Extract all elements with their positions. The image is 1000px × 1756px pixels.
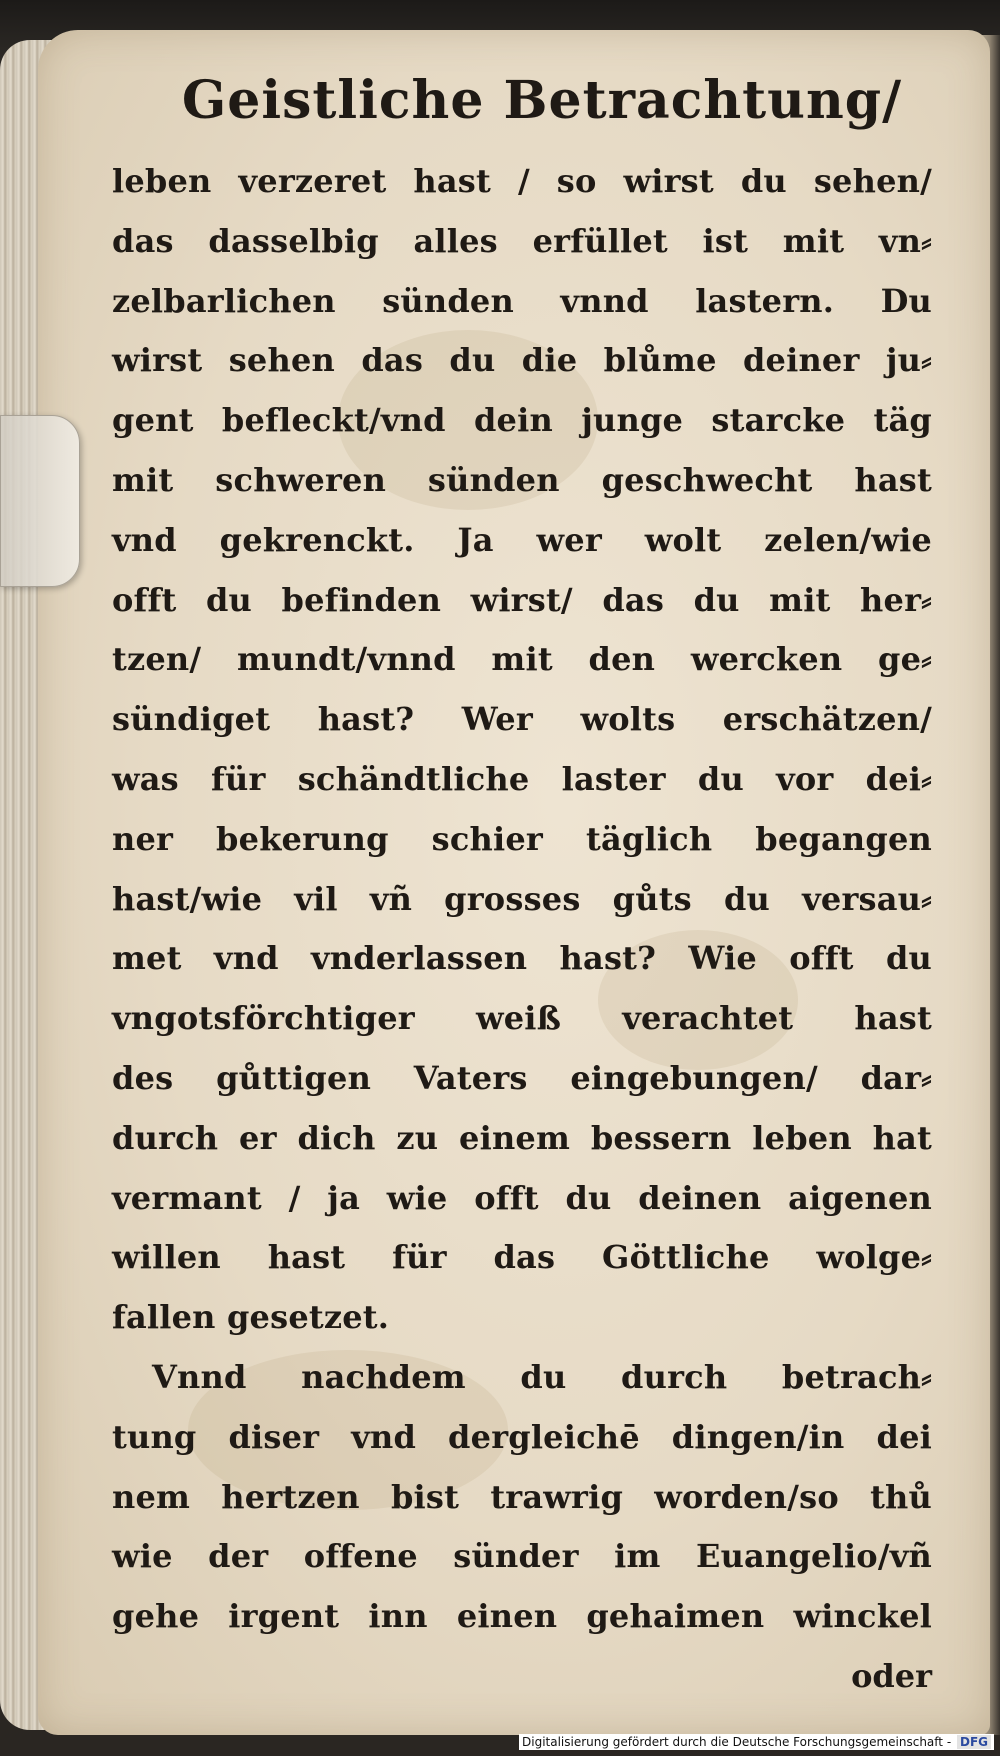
text-line: met vnd vnderlassen hast? Wie offt du bbox=[112, 939, 932, 978]
text-line: Vnnd nachdem du durch betrach⸗ bbox=[152, 1357, 932, 1396]
text-line: offt du befinden wirst/ das du mit her⸗ bbox=[112, 580, 932, 619]
text-line: leben verzeret hast / so wirst du sehen/ bbox=[112, 162, 932, 200]
text-line: tung diser vnd dergleichē dingen/in dei bbox=[112, 1417, 932, 1456]
text-line: nem hertzen bist trawrig worden/so thů bbox=[112, 1477, 932, 1516]
text-line: vermant / ja wie offt du deinen aigenen bbox=[112, 1178, 932, 1217]
text-line: vnd gekrenckt. Ja wer wolt zelen/wie bbox=[112, 520, 932, 559]
credit-text: Digitalisierung gefördert durch die Deutsche Forschungsgemeinschaft - bbox=[522, 1735, 952, 1749]
digitization-credit bbox=[519, 1734, 994, 1750]
text-line: willen hast für das Göttliche wolge⸗ bbox=[112, 1238, 932, 1277]
catchword: oder bbox=[851, 1656, 932, 1695]
text-line: gehe irgent inn einen gehaimen winckel bbox=[112, 1597, 932, 1636]
text-line: vngotsförchtiger weiß verachtet hast bbox=[112, 999, 932, 1038]
text-line: mit schweren sünden geschwecht hast bbox=[112, 460, 932, 499]
text-line: tzen/ mundt/vnnd mit den wercken ge⸗ bbox=[112, 640, 932, 679]
page-text bbox=[112, 68, 932, 1707]
text-line: was für schändtliche laster du vor dei⸗ bbox=[112, 759, 932, 798]
text-line: wirst sehen das du die blůme deiner ju⸗ bbox=[112, 341, 932, 380]
text-line: das dasselbig alles erfüllet ist mit vn⸗ bbox=[112, 221, 932, 260]
text-line: wie der offene sünder im Euangelio/vñ bbox=[112, 1537, 932, 1576]
text-line: zelbarlichen sünden vnnd lastern. Du bbox=[112, 281, 932, 320]
text-line: durch er dich zu einem bessern leben hat bbox=[112, 1118, 932, 1157]
text-line: ner bekerung schier täglich begangen bbox=[112, 819, 932, 858]
text-line: fallen gesetzet. bbox=[112, 1298, 390, 1337]
clip-tab bbox=[0, 415, 80, 587]
text-line: hast/wie vil vñ grosses gůts du versau⸗ bbox=[112, 879, 932, 918]
text-line: des gůttigen Vaters eingebungen/ dar⸗ bbox=[112, 1058, 932, 1097]
text-line: sündiget hast? Wer wolts erschätzen/ bbox=[112, 700, 932, 739]
dfg-logo: DFG bbox=[957, 1735, 991, 1749]
text-line: gent befleckt/vnd dein junge starcke täg bbox=[112, 401, 932, 440]
running-head: Geistliche Betrachtung/ bbox=[181, 70, 903, 131]
